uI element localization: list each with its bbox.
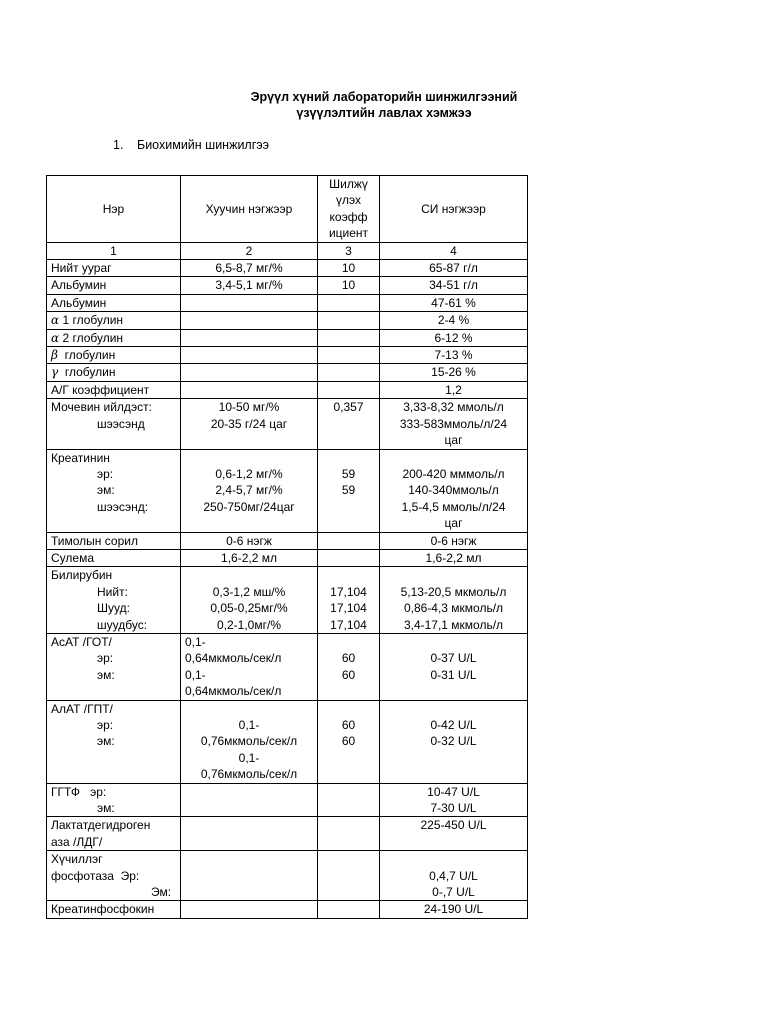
cell-text: Билирубин	[51, 568, 113, 583]
table-cell	[380, 567, 528, 634]
table-cell: А/Г коэффициент	[47, 381, 181, 398]
cell-text: цаг	[444, 516, 463, 531]
cell-text: 17,104	[330, 617, 367, 632]
cell-text: 3,33-8,32 ммоль/л	[403, 400, 504, 415]
cell-text: 0,1-	[185, 634, 206, 649]
cell-text: 0,1-	[238, 718, 260, 732]
cell-text: 1 глобулин	[62, 313, 124, 328]
table-row	[47, 260, 528, 277]
table-row	[47, 549, 528, 566]
table-cell	[181, 817, 318, 851]
cell-text: 60	[341, 718, 356, 732]
cell-text	[185, 701, 313, 717]
table-row	[47, 817, 528, 851]
cell-text: 60	[341, 667, 356, 682]
cell-text: 0-32 U/L	[430, 734, 477, 749]
cell-text: эм:	[97, 801, 115, 816]
table-row	[47, 700, 528, 783]
cell-text: Эм:	[151, 885, 172, 900]
cell-text: 0,2-1,0мг/%	[217, 617, 281, 632]
cell-text: 140-340ммоль/л	[408, 483, 499, 498]
table-row	[47, 312, 528, 329]
table-cell	[318, 449, 380, 532]
cell-text: 0,6-1,2 мг/%	[215, 466, 283, 481]
header-old-units: Хуучин нэгжээр	[181, 176, 318, 243]
cell-text: аза /ЛДГ/	[51, 834, 103, 849]
cell-text: Шилжү	[329, 177, 368, 191]
table-row	[47, 783, 528, 817]
cell-text: 333-583ммоль/л/24	[399, 416, 508, 431]
table-row	[47, 901, 528, 918]
cell-text: 7-30 U/L	[430, 801, 477, 816]
cell-text	[322, 634, 375, 650]
table-cell	[380, 399, 528, 449]
cell-text: 0-31 U/L	[430, 667, 477, 682]
table-row	[47, 532, 528, 549]
table-cell	[47, 312, 181, 329]
table-cell	[318, 901, 380, 918]
cell-text: Шууд:	[97, 601, 130, 616]
table-cell: 3,4-5,1 мг/%	[181, 277, 318, 294]
table-cell	[181, 633, 318, 700]
cell-text: Нийт:	[97, 584, 128, 599]
gamma-symbol: γ	[51, 365, 59, 380]
cell-text	[51, 868, 176, 884]
table-cell: 0-6 нэгж	[181, 532, 318, 549]
table-cell	[181, 294, 318, 311]
cell-text: 0,64мкмоль/сек/л	[185, 651, 282, 666]
cell-text: 10-50 мг/%	[218, 400, 280, 415]
table-cell: Сулема	[47, 549, 181, 566]
cell-text: 250-750мг/24цаг	[203, 499, 295, 514]
cell-text	[51, 515, 176, 531]
cell-text: цаг	[444, 433, 463, 448]
table-row	[47, 567, 528, 634]
table-cell	[380, 700, 528, 783]
cell-text: 0,76мкмоль/сек/л	[200, 734, 298, 749]
table-cell	[318, 532, 380, 549]
table-cell	[318, 633, 380, 700]
cell-text: АсАТ /ГОТ/	[51, 634, 112, 649]
cell-text	[384, 450, 523, 466]
table-cell	[318, 549, 380, 566]
cell-text: Лактатдегидроген	[51, 818, 151, 833]
table-cell	[181, 347, 318, 364]
section-label: Биохимийн шинжилгээ	[137, 138, 270, 152]
cell-text: эр:	[97, 651, 114, 666]
header-si-units: СИ нэгжээр	[380, 176, 528, 243]
cell-text: эм:	[97, 734, 115, 749]
table-cell: 65-87 г/л	[380, 260, 528, 277]
table-cell	[47, 817, 181, 851]
table-cell	[380, 783, 528, 817]
table-cell	[47, 633, 181, 700]
table-row	[47, 329, 528, 346]
table-row	[47, 294, 528, 311]
cell-text	[384, 701, 523, 717]
cell-text: глобулин	[64, 348, 116, 363]
cell-text: 20-35 г/24 цаг	[210, 416, 288, 431]
table-row	[47, 347, 528, 364]
table-cell	[318, 783, 380, 817]
beta-symbol: β	[51, 348, 58, 363]
table-cell: 4	[380, 242, 528, 259]
table-cell	[318, 294, 380, 311]
cell-text: 0-42 U/L	[430, 718, 477, 732]
cell-text: 60	[341, 651, 356, 666]
cell-text: Креатинин	[51, 450, 110, 465]
table-cell	[380, 449, 528, 532]
table-cell: 1,2	[380, 381, 528, 398]
table-cell: 6-12 %	[380, 329, 528, 346]
cell-text: Эр:	[120, 868, 140, 883]
table-cell	[181, 364, 318, 381]
table-cell: 225-450 U/L	[380, 817, 528, 851]
cell-text: 17,104	[330, 584, 367, 599]
table-cell	[318, 347, 380, 364]
cell-text: АлАТ /ГПТ/	[51, 701, 113, 716]
cell-text: ициент	[328, 226, 369, 241]
cell-text: 59	[341, 483, 356, 498]
cell-text: коэфф	[329, 209, 368, 224]
table-cell: Тимолын сорил	[47, 532, 181, 549]
table-cell	[47, 783, 181, 817]
table-row	[47, 633, 528, 700]
cell-text: 2 глобулин	[62, 330, 124, 345]
cell-text: эр:	[97, 718, 114, 732]
cell-text: 59	[341, 466, 356, 481]
cell-text: ГГТФ	[51, 784, 81, 799]
cell-text	[322, 450, 375, 466]
cell-text	[384, 851, 523, 867]
document-title	[0, 89, 768, 121]
alpha-symbol: α	[51, 330, 60, 345]
title-line-1: Эрүүл хүний лабораторийн шинжилгээний	[250, 90, 518, 104]
table-cell	[318, 364, 380, 381]
table-cell	[318, 700, 380, 783]
cell-text: 0,1-	[185, 667, 206, 682]
table-cell	[47, 851, 181, 901]
alpha-symbol: α	[51, 313, 60, 328]
table-cell: 2-4 %	[380, 312, 528, 329]
cell-text: 17,104	[330, 601, 367, 616]
cell-text: 0,4,7 U/L	[429, 868, 478, 883]
cell-text	[185, 450, 313, 466]
cell-text: 0,86-4,3 мкмоль/л	[403, 601, 504, 616]
table-cell: Альбумин	[47, 294, 181, 311]
table-cell: 10	[318, 260, 380, 277]
cell-text: 0,05-0,25мг/%	[210, 601, 288, 616]
table-cell	[47, 700, 181, 783]
cell-text: 0,3-1,2 мш/%	[212, 584, 286, 599]
table-cell	[318, 381, 380, 398]
cell-text: фосфотаза	[51, 868, 114, 883]
table-cell: 1,6-2,2 мл	[181, 549, 318, 566]
cell-text: 0,1-	[238, 750, 260, 765]
table-cell: 0,357	[318, 399, 380, 449]
cell-text: эм:	[97, 667, 115, 682]
cell-text: шээсэнд	[97, 416, 145, 431]
table-cell	[380, 851, 528, 901]
table-cell	[181, 381, 318, 398]
table-cell: 47-61 %	[380, 294, 528, 311]
table-cell	[318, 312, 380, 329]
table-cell: 6,5-8,7 мг/%	[181, 260, 318, 277]
table-cell	[47, 329, 181, 346]
table-cell	[47, 449, 181, 532]
cell-text	[185, 567, 313, 583]
table-cell: 15-26 %	[380, 364, 528, 381]
table-cell: 0-6 нэгж	[380, 532, 528, 549]
cell-text	[51, 784, 176, 800]
cell-text: 5,13-20,5 мкмоль/л	[400, 584, 507, 599]
cell-text: эр:	[97, 466, 114, 481]
table-cell: 3	[318, 242, 380, 259]
table-cell: 1	[47, 242, 181, 259]
table-cell	[47, 364, 181, 381]
table-cell	[181, 449, 318, 532]
title-line-2: үзүүлэлтийн лавлах хэмжээ	[296, 106, 472, 120]
table-cell	[318, 329, 380, 346]
table-cell	[181, 783, 318, 817]
cell-text: 200-420 мммоль/л	[402, 466, 505, 481]
table-cell	[318, 567, 380, 634]
cell-text	[322, 701, 375, 717]
cell-text: 10-47 U/L	[427, 784, 480, 799]
table-row	[47, 399, 528, 449]
table-cell	[47, 567, 181, 634]
cell-text: 1,5-4,5 ммоль/л/24	[401, 499, 506, 514]
cell-text: 0,64мкмоль/сек/л	[185, 684, 282, 699]
cell-text: 0-37 U/L	[430, 651, 477, 666]
reference-table	[46, 175, 528, 919]
table-cell: 1,6-2,2 мл	[380, 549, 528, 566]
index-row	[47, 242, 528, 259]
table-cell: 7-13 %	[380, 347, 528, 364]
cell-text	[322, 567, 375, 583]
table-cell: Нийт уураг	[47, 260, 181, 277]
cell-text: эр:	[90, 784, 107, 799]
table-cell	[318, 817, 380, 851]
cell-text: Мочевин ийлдэст:	[51, 400, 153, 415]
table-cell	[181, 567, 318, 634]
cell-text: Хүчиллэг	[51, 852, 103, 867]
cell-text: 60	[341, 734, 356, 749]
table-cell: 10	[318, 277, 380, 294]
table-cell	[47, 399, 181, 449]
cell-text: үлэх	[336, 193, 361, 208]
table-cell: 34-51 г/л	[380, 277, 528, 294]
cell-text: 3,4-17,1 мкмоль/л	[403, 617, 504, 632]
table-cell	[181, 901, 318, 918]
table-cell	[181, 851, 318, 901]
table-cell: 24-190 U/L	[380, 901, 528, 918]
table-row	[47, 381, 528, 398]
table-cell	[181, 329, 318, 346]
table-cell	[181, 399, 318, 449]
cell-text: шээсэнд:	[97, 499, 149, 514]
table-cell	[318, 851, 380, 901]
section-number: 1.	[113, 138, 124, 152]
cell-text	[384, 634, 523, 650]
table-cell	[181, 312, 318, 329]
table-cell: Креатинфосфокин	[47, 901, 181, 918]
cell-text: 2,4-5,7 мг/%	[215, 483, 283, 498]
header-name: Нэр	[47, 176, 181, 243]
section-heading	[113, 138, 269, 152]
cell-text	[384, 567, 523, 583]
cell-text: глобулин	[64, 365, 116, 380]
header-coefficient	[318, 176, 380, 243]
cell-text: шуудбус:	[97, 617, 148, 632]
cell-text: 0-,7 U/L	[432, 885, 475, 900]
table-row	[47, 449, 528, 532]
table-row	[47, 364, 528, 381]
header-row	[47, 176, 528, 243]
table-cell: 2	[181, 242, 318, 259]
table-cell: Альбумин	[47, 277, 181, 294]
table-cell	[380, 633, 528, 700]
cell-text: 0,76мкмоль/сек/л	[200, 767, 298, 782]
cell-text: эм:	[97, 483, 115, 498]
table-row	[47, 851, 528, 901]
table-cell	[47, 347, 181, 364]
table-row	[47, 277, 528, 294]
table-cell	[181, 700, 318, 783]
